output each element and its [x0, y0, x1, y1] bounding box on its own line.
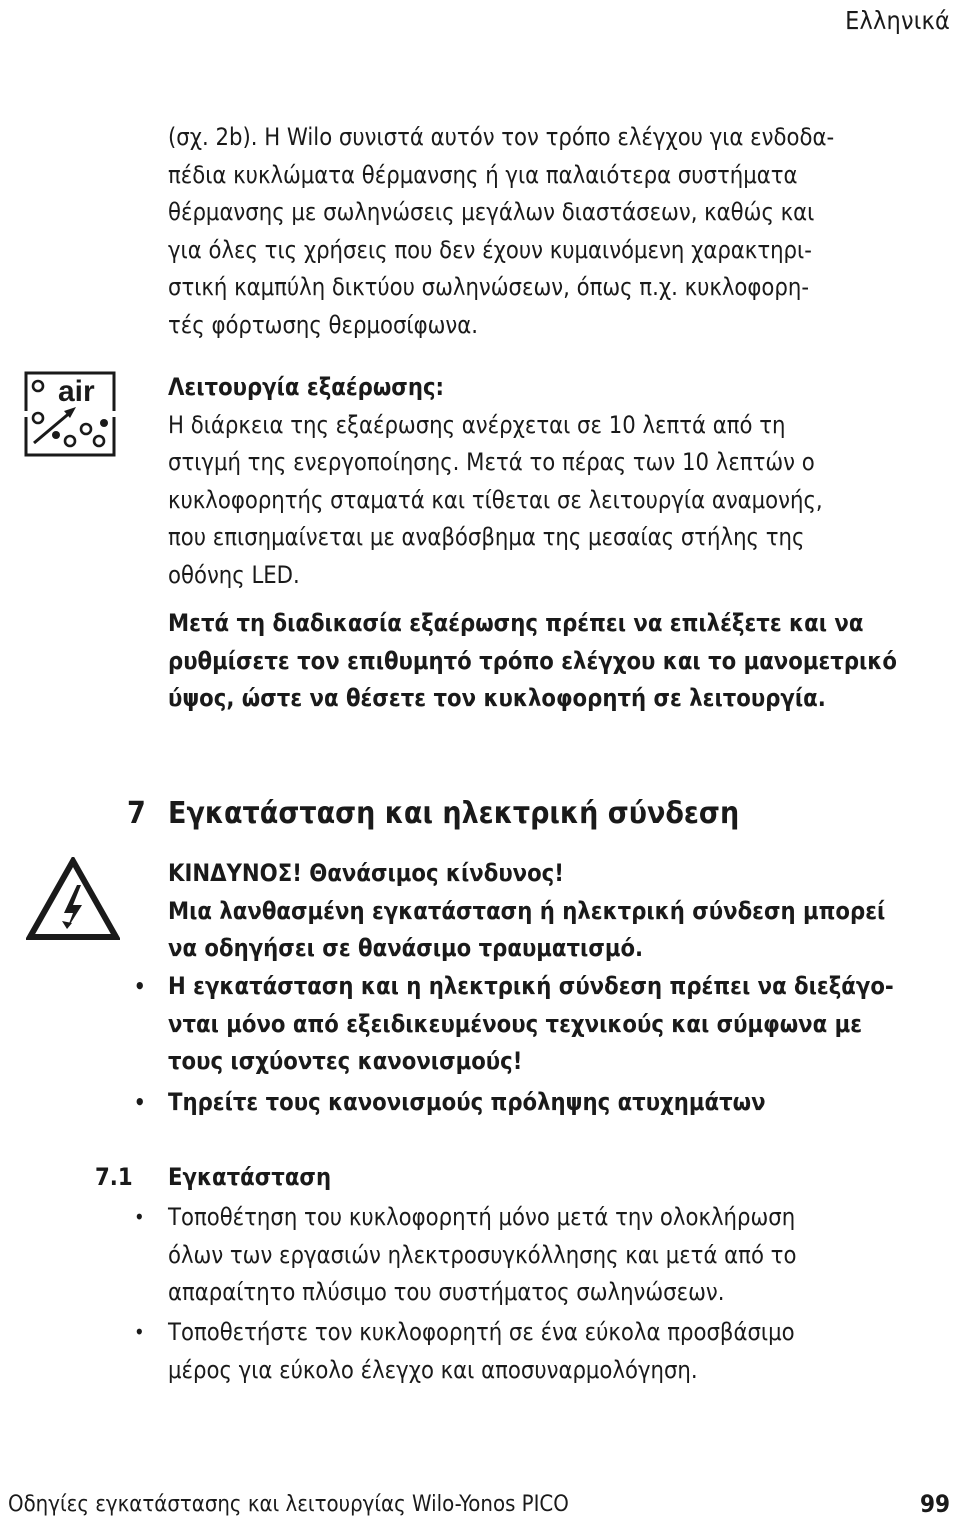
text-line: θέρμανσης με σωληνώσεις μεγάλων διαστάσεων, καθώς και	[168, 198, 815, 227]
page-number: 99	[919, 1490, 950, 1518]
bullet-marker: •	[134, 974, 146, 998]
text-line: νται μόνο από εξειδικευμένους τεχνικούς και σύμφωνα με	[168, 1009, 863, 1038]
bullet-marker: •	[134, 1205, 145, 1229]
text-line: Μια λανθασμένη εγκατάσταση ή ηλεκτρική σύνδεση μπορεί	[168, 896, 886, 925]
text-line: Τοποθέτηση του κυκλοφορητή μόνο μετά την ολοκλήρωση	[168, 1203, 796, 1231]
air-icon-label: air	[58, 375, 95, 408]
bullet-marker: •	[134, 1090, 146, 1114]
section-number: 7	[127, 796, 146, 831]
text-line: τους ισχύοντες κανονισμούς!	[168, 1047, 523, 1076]
text-line: Τοποθετήστε τον κυκλοφορητή σε ένα εύκολα προσβάσιμο	[168, 1318, 795, 1346]
venting-bold-note	[168, 605, 948, 718]
text-line: Η διάρκεια της εξαέρωσης ανέρχεται σε 10 λεπτά από τη	[168, 410, 786, 439]
list-item	[168, 968, 948, 1081]
text-line: (σχ. 2b). Η Wilo συνιστά αυτόν τον τρόπο ελέγχου για ενδοδα-	[168, 123, 835, 151]
text-line: ύψος, ώστε να θέσετε τον κυκλοφορητή σε λειτουργία.	[168, 684, 826, 713]
text-line: στιγμή της ενεργοποίησης. Μετά το πέρας των 10 λεπτών ο	[168, 448, 815, 477]
text-line: οθόνης LED.	[168, 560, 300, 589]
danger-notice	[168, 855, 948, 968]
danger-title: ΚΙΝΔΥΝΟΣ! Θανάσιμος κίνδυνος!	[168, 859, 564, 887]
text-line: να οδηγήσει σε θανάσιμο τραυματισμό.	[168, 934, 644, 963]
subsection-title: Εγκατάσταση	[168, 1163, 332, 1191]
venting-section	[168, 369, 948, 595]
text-line: Μετά τη διαδικασία εξαέρωσης πρέπει να επιλέξετε και να	[168, 609, 864, 637]
list-item	[168, 1314, 948, 1389]
list-item	[168, 1199, 948, 1312]
text-line: κυκλοφορητής σταματά και τίθεται σε λειτουργία αναμονής,	[168, 485, 823, 514]
header-language: Ελληνικά	[845, 6, 950, 35]
text-line: για όλες τις χρήσεις που δεν έχουν κυμαινόμενη χαρακτηρι-	[168, 235, 812, 264]
text-line: τές φόρτωσης θερμοσίφωνα.	[168, 310, 478, 339]
text-line: Τηρείτε τους κανονισμούς πρόληψης ατυχημάτων	[168, 1088, 766, 1116]
text-line: όλων των εργασιών ηλεκτροσυγκόλλησης και μετά από το	[168, 1240, 797, 1269]
text-line: μέρος για εύκολο έλεγχο και αποσυναρμολόγηση.	[168, 1355, 698, 1384]
venting-heading: Λειτουργία εξαέρωσης:	[168, 373, 445, 401]
section-title: Εγκατάσταση και ηλεκτρική σύνδεση	[168, 796, 740, 831]
text-line: απαραίτητο πλύσιμο του συστήματος σωληνώσεων.	[168, 1278, 725, 1307]
text-line: στική καμπύλη δικτύου σωληνώσεων, όπως π.χ. κυκλοφορη-	[168, 273, 809, 302]
bullet-marker: •	[134, 1320, 145, 1344]
air-venting-icon	[24, 371, 116, 457]
text-line: πέδια κυκλώματα θέρμανσης ή για παλαιότερα συστήματα	[168, 160, 798, 189]
list-item	[168, 1084, 948, 1122]
subsection-number: 7.1	[95, 1163, 133, 1191]
text-line: Η εγκατάσταση και η ηλεκτρική σύνδεση πρέπει να διεξάγο-	[168, 972, 894, 1000]
high-voltage-warning-icon	[26, 857, 120, 941]
footer-document-title: Οδηγίες εγκατάστασης και λειτουργίας Wilo-Yonos PICO	[8, 1492, 569, 1517]
text-line: που επισημαίνεται με αναβόσβημα της μεσαίας στήλης της	[168, 523, 805, 552]
text-line: ρυθμίσετε τον επιθυμητό τρόπο ελέγχου και το μανομετρικό	[168, 646, 897, 675]
intro-paragraph	[168, 119, 948, 345]
